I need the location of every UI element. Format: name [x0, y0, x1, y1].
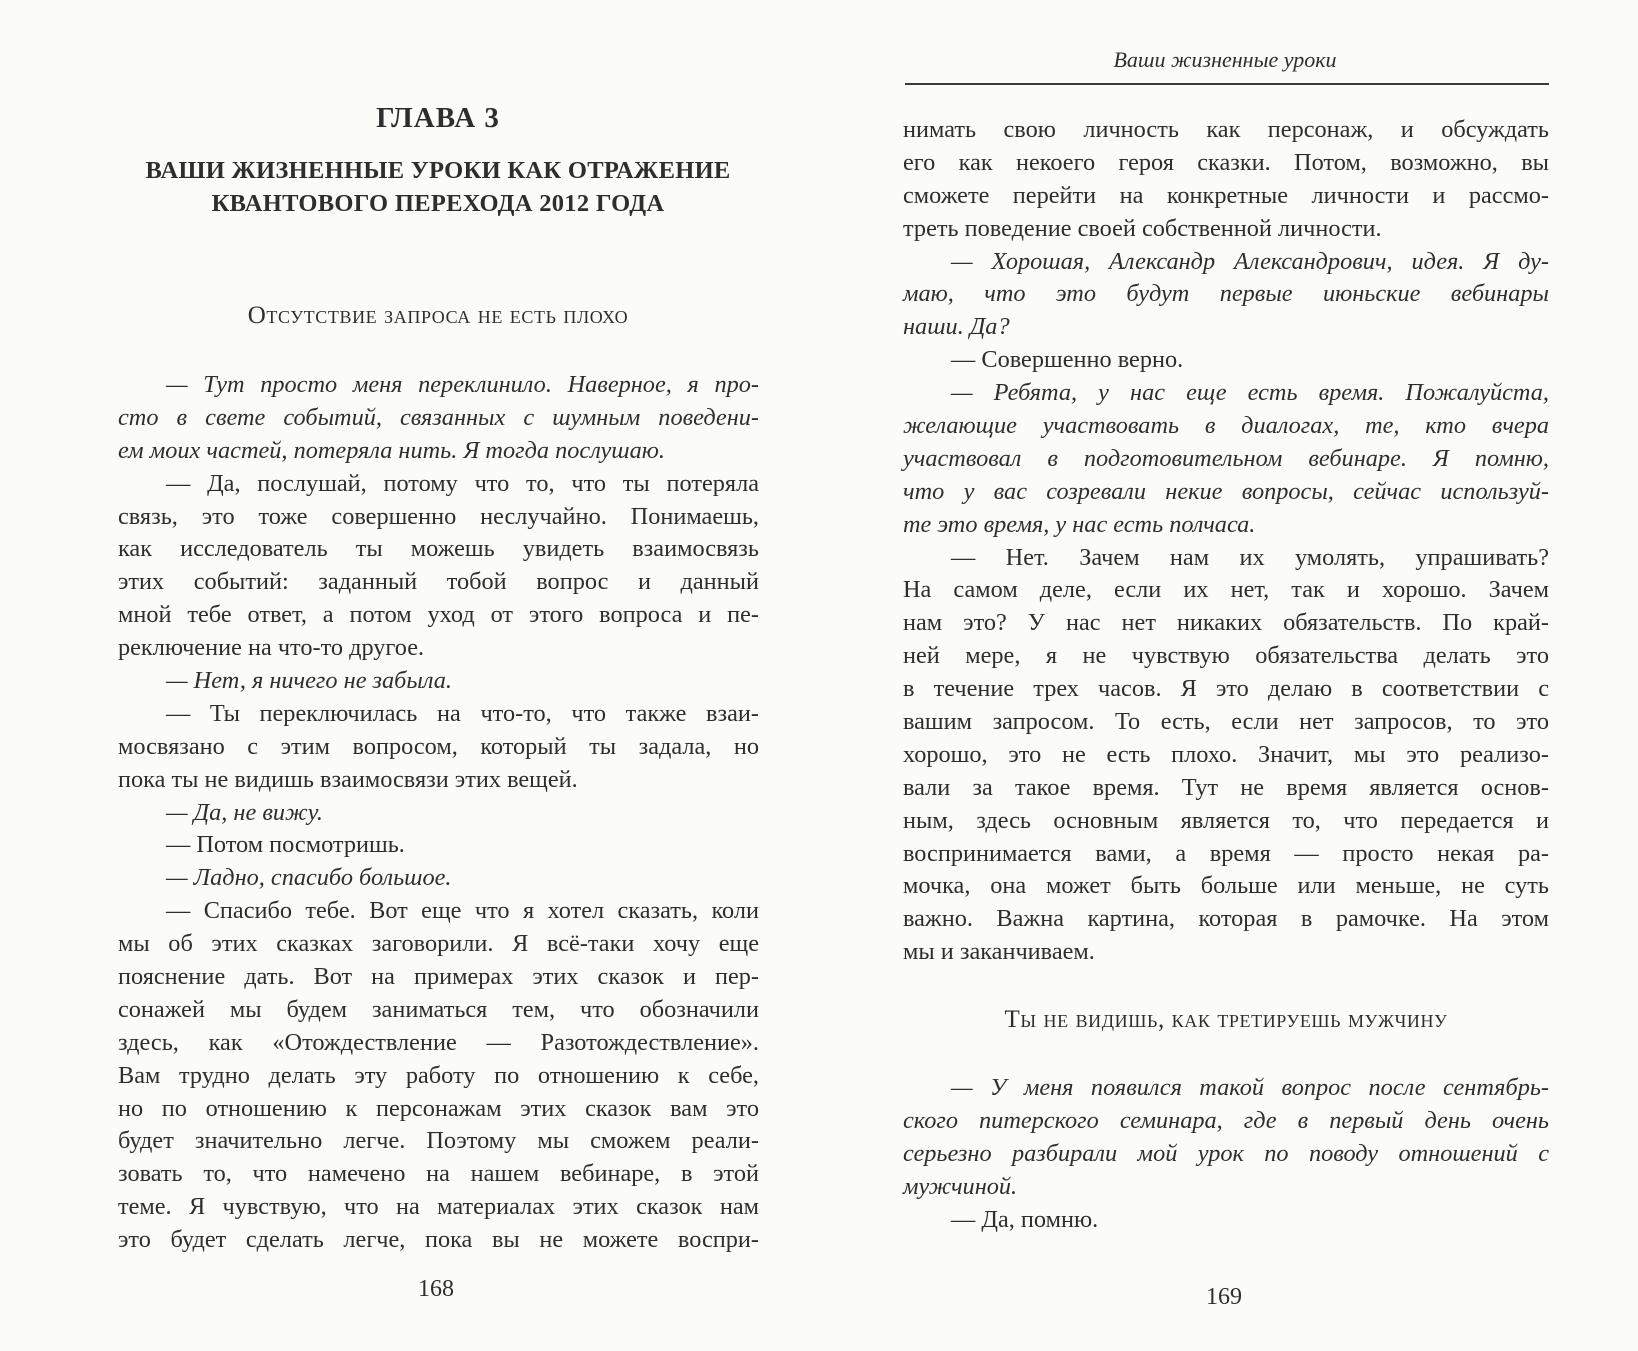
text-line: — Хорошая, Александр Александрович, идея. Я ду-: [951, 247, 1549, 275]
text-line: теме. Я чувствую, что на материалах этих сказок нам: [118, 1193, 759, 1221]
text-line: зовать то, что намечено на нашем вебинаре, в этой: [118, 1160, 759, 1188]
right-page: [820, 0, 1638, 1351]
text-line: участвовал в подготовительном вебинаре. Я помню,: [903, 444, 1549, 472]
text-line: этих событий: заданный тобой вопрос и данный: [118, 568, 759, 596]
text-line: вали за такое время. Тут не время является основ-: [903, 773, 1549, 801]
text-line: те это время, у нас есть полчаса.: [903, 510, 1256, 538]
body-text: [903, 114, 1549, 969]
text-line: — Тут просто меня переклинило. Наверное, я про-: [166, 371, 759, 398]
text-line: ней мере, я не чувствую обязательства делать это: [903, 642, 1549, 670]
text-line: мы об этих сказках заговорили. Я всё-таки хочу еще: [118, 930, 759, 958]
text-line: хорошо, это не есть плохо. Значит, мы это реализо-: [903, 740, 1549, 768]
page-number: 169: [1206, 1284, 1242, 1310]
section-heading: Отсутствие запроса не есть плохо: [247, 302, 629, 329]
chapter-title: [118, 154, 758, 220]
chapter-title-line: ВАШИ ЖИЗНЕННЫЕ УРОКИ КАК ОТРАЖЕНИЕ: [145, 157, 731, 184]
text-line: — Потом посмотришь.: [166, 831, 405, 859]
body-text: [118, 369, 759, 1257]
text-line: — Нет, я ничего не забыла.: [166, 667, 452, 695]
text-line: но по отношению к персонажам этих сказок вам это: [118, 1094, 759, 1122]
text-line: — Да, не вижу.: [166, 798, 323, 826]
text-line: реключение на что-то другое.: [118, 634, 425, 662]
text-line: — Ты переключилась на что-то, что также взаи-: [166, 699, 759, 727]
text-line: это будет сделать легче, пока вы не можете воспри-: [118, 1226, 759, 1254]
text-line: — Да, послушай, потому что то, что ты потеряла: [166, 469, 759, 497]
text-line: связь, это тоже совершенно неслучайно. Понимаешь,: [118, 502, 759, 530]
header-rule: [905, 83, 1549, 85]
text-line: наши. Да?: [903, 313, 1010, 341]
text-line: сможете перейти на конкретные личности и рассмо-: [903, 181, 1549, 209]
text-line: Вам трудно делать эту работу по отношению к себе,: [118, 1061, 759, 1089]
running-header: Ваши жизненные уроки: [1113, 47, 1337, 72]
text-line: — Ладно, спасибо большое.: [166, 864, 452, 892]
text-line: мной тебе ответ, а потом уход от этого вопроса и пе-: [118, 601, 759, 629]
text-line: маю, что это будут первые июньские вебинары: [903, 280, 1549, 308]
text-line: воспринимается вами, а время — просто некая ра-: [903, 839, 1549, 867]
text-line: в течение трех часов. Я это делаю в соответствии с: [903, 675, 1549, 703]
text-line: что у вас созревали некие вопросы, сейчас используй-: [903, 477, 1549, 505]
text-line: сонажей мы будем заниматься тем, что обозначили: [118, 995, 759, 1023]
text-line: мы и заканчиваем.: [903, 938, 1095, 966]
text-line: здесь, как «Отождествление — Разотождествление».: [118, 1028, 759, 1056]
text-line: мужчиной.: [903, 1172, 1018, 1200]
text-line: — Спасибо тебе. Вот еще что я хотел сказать, коли: [166, 897, 759, 925]
chapter-title-line: КВАНТОВОГО ПЕРЕХОДА 2012 ГОДА: [211, 190, 665, 217]
text-line: — У меня появился такой вопрос после сентябрь-: [951, 1074, 1549, 1101]
text-line: сто в свете событий, связанных с шумным поведени-: [118, 403, 759, 431]
text-line: важно. Важна картина, которая в рамочке. На этом: [903, 905, 1549, 933]
text-line: ем моих частей, потеряла нить. Я тогда послушаю.: [118, 436, 665, 464]
text-line: ского питерского семинара, где в первый день очень: [903, 1106, 1549, 1134]
text-line: пока ты не видишь взаимосвязи этих вещей.: [118, 765, 578, 793]
section-heading: Ты не видишь, как третируешь мужчину: [1004, 1006, 1448, 1033]
text-line: будет значительно легче. Поэтому мы сможем реали-: [118, 1127, 759, 1155]
text-line: пояснение дать. Вот на примерах этих сказок и пер-: [118, 963, 759, 991]
text-line: мосвязано с этим вопросом, который ты задала, но: [118, 732, 759, 760]
text-line: ным, здесь основным является то, что передается и: [903, 806, 1549, 834]
text-line: треть поведение своей собственной личности.: [903, 214, 1382, 242]
body-text: [903, 1072, 1549, 1236]
chapter-number: ГЛАВА 3: [376, 102, 500, 134]
text-line: как исследователь ты можешь увидеть взаимосвязь: [118, 535, 759, 563]
text-line: — Совершенно верно.: [951, 346, 1184, 374]
text-line: нимать свою личность как персонаж, и обсуждать: [903, 116, 1549, 143]
text-line: серьезно разбирали мой урок по поводу отношений с: [903, 1139, 1549, 1167]
page-number: 168: [418, 1276, 454, 1302]
text-line: — Ребята, у нас еще есть время. Пожалуйста,: [951, 379, 1549, 407]
text-line: нам это? У нас нет никаких обязательств. По край-: [903, 609, 1549, 637]
text-line: — Да, помню.: [951, 1205, 1099, 1233]
text-line: — Нет. Зачем нам их умолять, упрашивать?: [951, 543, 1549, 571]
text-line: На самом деле, если их нет, так и хорошо. Зачем: [903, 576, 1549, 604]
text-line: мочка, она может быть больше или меньше, не суть: [903, 872, 1549, 900]
text-line: его как некоего героя сказки. Потом, возможно, вы: [903, 148, 1549, 176]
text-line: вашим запросом. То есть, если нет запросов, то это: [903, 708, 1549, 736]
text-line: желающие участвовать в диалогах, те, кто вчера: [903, 412, 1549, 440]
